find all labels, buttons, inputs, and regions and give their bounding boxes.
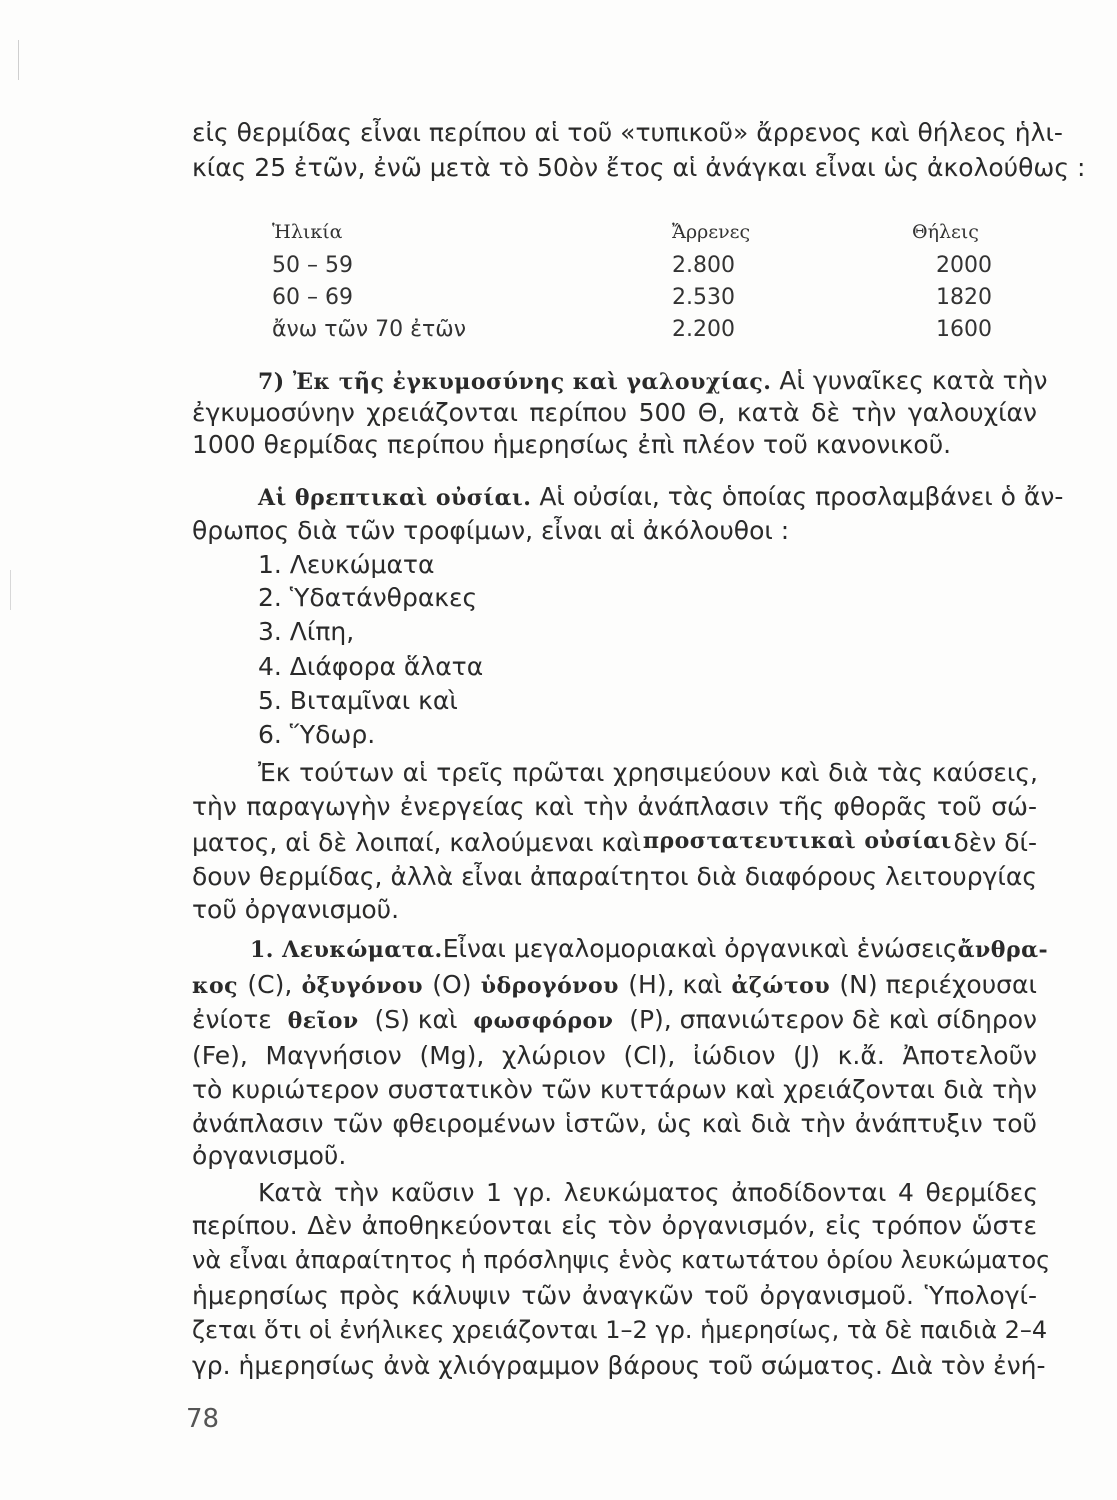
intro-line: κίας 25 ἐτῶν, ἐνῶ μετὰ τὸ 50ὸν ἔτος αἱ ἀνάγκαι εἶναι ὡς ἀκολούθως : xyxy=(192,153,1086,182)
proteins-heading: 1. Λευκώματα. xyxy=(250,937,443,963)
header-female: Θήλεις xyxy=(912,221,979,243)
calorie-table xyxy=(272,215,992,345)
uses-line: δουν θερμίδας, ἀλλὰ εἶναι ἀπαραίτητοι διὰ διαφόρους λειτουργίας xyxy=(192,862,1037,891)
uses-line: τὴν παραγωγὴν ἐνεργείας καὶ τὴν ἀνάπλασιν τῆς φθορᾶς τοῦ σώ- xyxy=(192,792,1037,821)
intro-line: εἰς θερμίδας εἶναι περίπου αἱ τοῦ «τυπικοῦ» ἄρρενος καὶ θήλεος ἡλι- xyxy=(192,118,1063,147)
protective-substances: προστατευτικαὶ οὐσίαι xyxy=(642,828,952,854)
cell-female: 1820 xyxy=(936,284,992,310)
nutrient-list-item: 2. Ὑδατάνθρακες xyxy=(258,583,478,612)
cell-age: 60 – 69 xyxy=(272,284,353,310)
proteins-line: ἀνάπλασιν τῶν φθειρομένων ἱστῶν, ὡς καὶ διὰ τὴν ἀνάπτυξιν τοῦ xyxy=(192,1109,1037,1138)
header-age: Ἡλικία xyxy=(272,221,343,243)
cell-age: ἄνω τῶν 70 ἐτῶν xyxy=(272,316,466,342)
page-number: 78 xyxy=(186,1404,220,1434)
combustion-line: Κατὰ τὴν καῦσιν 1 γρ. λευκώματος ἀποδίδονται 4 θερμίδες xyxy=(258,1178,1038,1207)
combustion-line: ἡμερησίως πρὸς κάλυψιν τῶν ἀναγκῶν τοῦ ὀργανισμοῦ. Ὑπολογί- xyxy=(192,1281,1037,1310)
section7-line: ἐγκυμοσύνην χρειάζονται περίπου 500 Θ, κατὰ δὲ τὴν γαλουχίαν xyxy=(192,398,1037,427)
nutrients-line: θρωπος διὰ τῶν τροφίμων, εἶναι αἱ ἀκόλουθοι : xyxy=(192,516,790,545)
proteins-text: (C), xyxy=(247,970,293,999)
nutrient-list-item: 3. Λίπη, xyxy=(258,617,355,646)
combustion-line: ζεται ὅτι οἱ ἐνήλικες χρειάζονται 1–2 γρ. ἡμερησίως, τὰ δὲ παιδιὰ 2–4 xyxy=(192,1316,1048,1344)
cell-female: 1600 xyxy=(936,316,992,342)
section7-line xyxy=(258,366,1047,395)
uses-line: Ἐκ τούτων αἱ τρεῖς πρῶται χρησιμεύουν καὶ διὰ τὰς καύσεις, xyxy=(258,758,1038,787)
cell-male: 2.200 xyxy=(672,316,735,342)
proteins-text: (S) καὶ xyxy=(374,1005,458,1034)
proteins-line: ὀργανισμοῦ. xyxy=(192,1141,347,1170)
nutrient-list-item: 4. Διάφορα ἅλατα xyxy=(258,652,484,681)
phosphorus-term: φωσφόρον xyxy=(473,1008,614,1034)
sulfur-term: θεῖον xyxy=(287,1008,359,1034)
uses-text: ματος, αἱ δὲ λοιπαί, καλούμεναι καὶ xyxy=(192,828,642,857)
proteins-text: (H), καὶ xyxy=(628,970,723,999)
proteins-line: (Fe), Μαγνήσιον (Mg), χλώριον (Cl), ἰώδιον (J) κ.ἄ. Ἀποτελοῦν xyxy=(192,1041,1037,1070)
table-row xyxy=(272,249,992,281)
section7-text: Αἱ γυναῖκες κατὰ τὴν xyxy=(779,366,1048,395)
scan-artifact xyxy=(10,570,11,610)
proteins-text: Εἶναι μεγαλομοριακαὶ ὀργανικαὶ ἑνώσεις xyxy=(442,934,958,963)
proteins-text: (O) xyxy=(432,970,472,999)
uses-line xyxy=(192,828,1037,857)
proteins-text: (P), σπανιώτερον δὲ καὶ σίδηρον xyxy=(629,1005,1037,1034)
combustion-line: περίπου. Δὲν ἀποθηκεύονται εἰς τὸν ὀργανισμόν, εἰς τρόπον ὥστε xyxy=(192,1211,1037,1240)
table-row xyxy=(272,281,992,313)
nutrients-text: Αἱ οὐσίαι, τὰς ὁποίας προσλαμβάνει ὁ ἄν- xyxy=(539,482,1064,511)
header-male: Ἄρρενες xyxy=(672,221,751,243)
proteins-text: ἐνίοτε xyxy=(192,1005,272,1034)
cell-female: 2000 xyxy=(936,252,992,278)
proteins-line xyxy=(192,970,1037,999)
uses-line: τοῦ ὀργανισμοῦ. xyxy=(192,895,400,924)
cell-age: 50 – 59 xyxy=(272,252,353,278)
section7-line: 1000 θερμίδας περίπου ἡμερησίως ἐπὶ πλέον τοῦ κανονικοῦ. xyxy=(192,430,952,459)
proteins-line: τὸ κυριώτερον συστατικὸν τῶν κυττάρων καὶ χρειάζονται διὰ τὴν xyxy=(192,1075,1037,1104)
table-row xyxy=(272,313,992,345)
carbon-term: ἄνθρα- xyxy=(957,937,1049,963)
oxygen-term: ὀξυγόνου xyxy=(301,973,423,999)
nutrient-list-item: 1. Λευκώματα xyxy=(258,550,435,579)
nutrients-heading: Αἱ θρεπτικαὶ οὐσίαι. xyxy=(258,485,532,511)
nutrient-list-item: 6. Ὕδωρ. xyxy=(258,720,376,749)
scan-artifact xyxy=(18,40,19,80)
cell-male: 2.530 xyxy=(672,284,735,310)
combustion-line: νὰ εἶναι ἀπαραίτητος ἡ πρόσληψις ἑνὸς κατωτάτου ὁρίου λευκώματος xyxy=(192,1246,1051,1274)
proteins-line xyxy=(192,1005,1037,1034)
nutrients-line xyxy=(258,482,1063,511)
cell-male: 2.800 xyxy=(672,252,735,278)
combustion-line: γρ. ἡμερησίως ἀνὰ χλιόγραμμον βάρους τοῦ σώματος. Διὰ τὸν ἐνή- xyxy=(192,1351,1046,1380)
proteins-line xyxy=(250,934,1049,963)
proteins-text: (N) περιέχουσαι xyxy=(839,970,1037,999)
section7-heading: 7) Ἐκ τῆς ἐγκυμοσύνης καὶ γαλουχίας. xyxy=(258,369,772,395)
uses-text: δὲν δί- xyxy=(953,828,1037,857)
nutrient-list-item: 5. Βιταμῖναι καὶ xyxy=(258,686,458,715)
hydrogen-term: ὑδρογόνου xyxy=(480,973,619,999)
table-header-row xyxy=(272,215,992,249)
carbon-term: κος xyxy=(192,973,239,999)
nitrogen-term: ἀζώτου xyxy=(731,973,831,999)
